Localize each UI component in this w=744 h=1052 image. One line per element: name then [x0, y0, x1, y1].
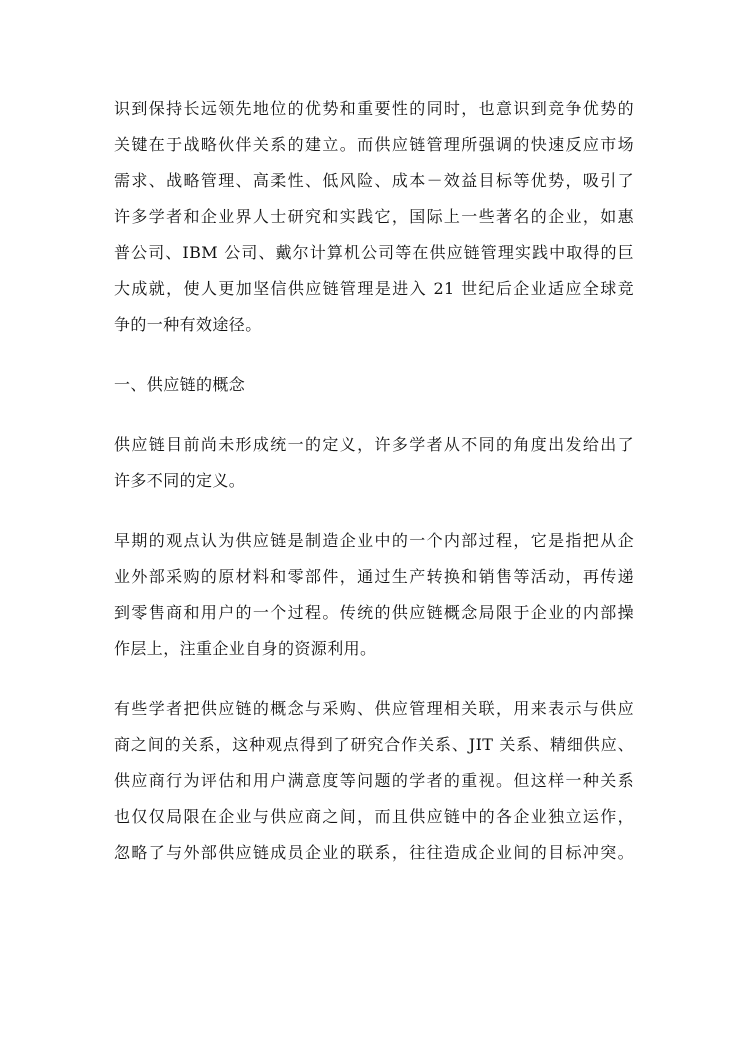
text-line: 作层上，注重企业自身的资源利用。: [114, 639, 377, 658]
section-heading-text: 一、供应链的概念: [114, 375, 246, 394]
text-line: 供应链目前尚未形成统一的定义，许多学者从不同的角度出发给出了: [114, 435, 634, 454]
text-line: 争的一种有效途径。: [114, 315, 262, 334]
text-line: 许多不同的定义。: [114, 471, 246, 490]
text-line: 大成就，使人更加坚信供应链管理是进入 21 世纪后企业适应全球竞: [114, 279, 634, 298]
text-line: 普公司、IBM 公司、戴尔计算机公司等在供应链管理实践中取得的巨: [114, 243, 634, 262]
text-line: 忽略了与外部供应链成员企业的联系，往往造成企业间的目标冲突。: [114, 843, 634, 862]
text-line: 识到保持长远领先地位的优势和重要性的同时，也意识到竞争优势的: [114, 99, 634, 118]
paragraph-definition: [114, 427, 634, 499]
text-line: 商之间的关系，这种观点得到了研究合作关系、JIT 关系、精细供应、: [114, 735, 634, 754]
text-line: 许多学者和企业界人士研究和实践它，国际上一些著名的企业，如惠: [114, 207, 634, 226]
text-line: 关键在于战略伙伴关系的建立。而供应链管理所强调的快速反应市场: [114, 135, 634, 154]
section-heading: [114, 367, 634, 403]
document-body: [114, 91, 634, 895]
paragraph-procurement-view: [114, 691, 634, 871]
paragraph-early-view: [114, 523, 634, 667]
text-line: 供应商行为评估和用户满意度等问题的学者的重视。但这样一种关系: [114, 771, 634, 790]
text-line: 业外部采购的原材料和零部件，通过生产转换和销售等活动，再传递: [114, 567, 634, 586]
paragraph-intro-continuation: [114, 91, 634, 343]
text-line: 到零售商和用户的一个过程。传统的供应链概念局限于企业的内部操: [114, 603, 634, 622]
text-line: 也仅仅局限在企业与供应商之间，而且供应链中的各企业独立运作，: [114, 807, 634, 826]
text-line: 需求、战略管理、高柔性、低风险、成本－效益目标等优势，吸引了: [114, 171, 634, 190]
text-line: 早期的观点认为供应链是制造企业中的一个内部过程，它是指把从企: [114, 531, 634, 550]
text-line: 有些学者把供应链的概念与采购、供应管理相关联，用来表示与供应: [114, 699, 634, 718]
